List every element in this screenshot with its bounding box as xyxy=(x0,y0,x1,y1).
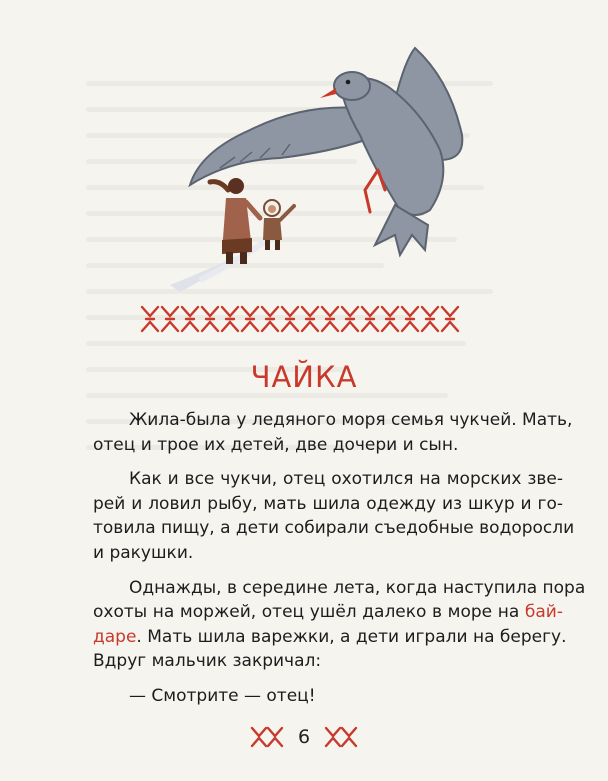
text-line: Жила-была у ледяного моря семья чукчей. Мать, xyxy=(129,410,573,430)
text-line: — Смотрите — отец! xyxy=(129,685,316,706)
text-line: Однажды, в середине лета, когда наступила пора xyxy=(129,577,586,598)
page-number: 6 xyxy=(297,726,311,748)
glossary-term: даре xyxy=(93,626,137,647)
ornament-border xyxy=(140,304,472,334)
paragraph xyxy=(93,467,575,565)
child-figure xyxy=(263,200,294,250)
text-line: и ракушки. xyxy=(93,542,194,563)
seagull-illustration xyxy=(160,40,480,300)
glossary-term: бай- xyxy=(524,602,563,623)
paragraph xyxy=(93,408,573,457)
text-line xyxy=(93,625,567,650)
text-line xyxy=(93,600,563,625)
text-fragment: . Мать шила варежки, а дети играли на берегу. xyxy=(136,626,567,647)
story-text xyxy=(93,408,586,719)
footer-ornament-left-icon xyxy=(250,725,284,749)
text-line: Как и все чукчи, отец охотился на морских зве- xyxy=(129,469,563,490)
page-footer xyxy=(0,722,608,752)
paragraph xyxy=(93,684,563,709)
text-line: Вдруг мальчик закричал: xyxy=(93,651,322,672)
story-title: ЧАЙКА xyxy=(250,360,358,394)
footer-ornament-right-icon xyxy=(324,725,358,749)
text-fragment: охоты на моржей, отец ушёл далеко в море на xyxy=(93,602,525,623)
text-line: рей и ловил рыбу, мать шила одежду из шкур и го- xyxy=(93,493,563,514)
text-line: отец и трое их детей, две дочери и сын. xyxy=(93,434,459,455)
text-line: товила пищу, а дети собирали съедобные водоросли xyxy=(93,518,575,539)
paragraph xyxy=(93,576,586,674)
